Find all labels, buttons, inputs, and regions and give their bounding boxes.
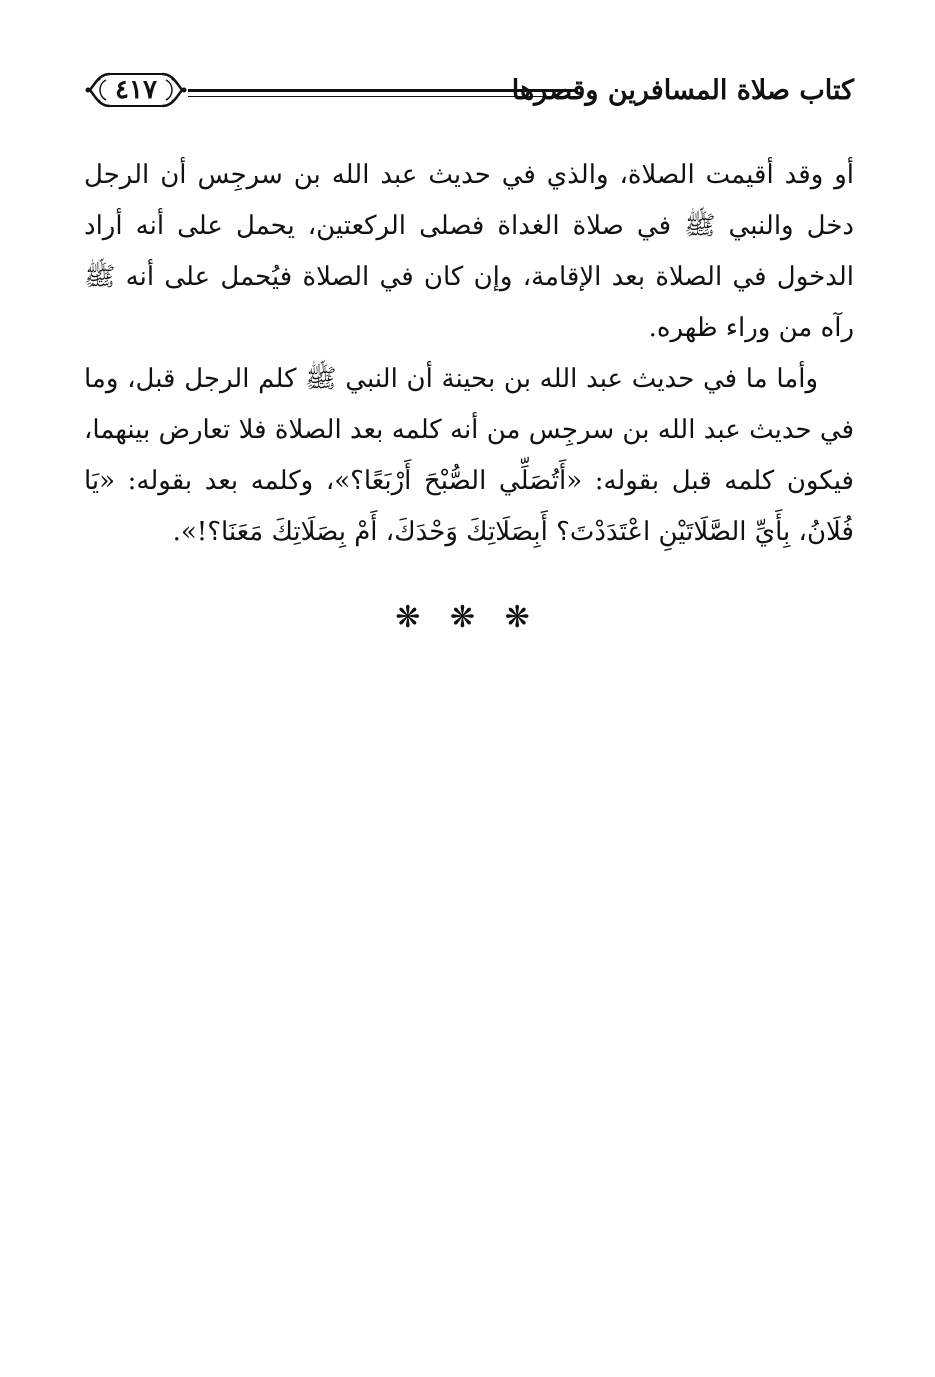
chapter-title: كتاب صلاة المسافرين وقصرها (511, 75, 854, 106)
page-number-frame (84, 70, 188, 110)
paragraph: أو وقد أقيمت الصلاة، والذي في حديث عبد الله بن سرجِس أن الرجل دخل والنبي ﷺ في صلاة الغداة فصلى الركعتين، يحمل على أنه أراد الدخول في الصلاة بعد الإقامة، وإن كان في الصلاة فيُحمل على أنه ﷺ رآه من وراء ظهره. (84, 160, 854, 343)
header-rule (188, 89, 578, 97)
paragraph: وأما ما في حديث عبد الله بن بحينة أن النبي ﷺ كلم الرجل قبل، وما في حديث عبد الله بن سرجِس من أنه كلمه بعد الصلاة فلا تعارض بينهما، فيكون كلمه قبل بقوله: «أَتُصَلِّي الصُّبْحَ أَرْبَعًا؟»، وكلمه بعد بقوله: «يَا فُلَانُ، بِأَيِّ الصَّلَاتَيْنِ اعْتَدَدْتَ؟ أَبِصَلَاتِكَ وَحْدَكَ، أَمْ بِصَلَاتِكَ مَعَنَا؟!». (84, 364, 854, 547)
section-separator: ❋ ❋ ❋ (395, 600, 540, 635)
running-header (84, 68, 854, 116)
main-text (84, 150, 854, 558)
page-number: ٤١٧ (115, 75, 157, 105)
